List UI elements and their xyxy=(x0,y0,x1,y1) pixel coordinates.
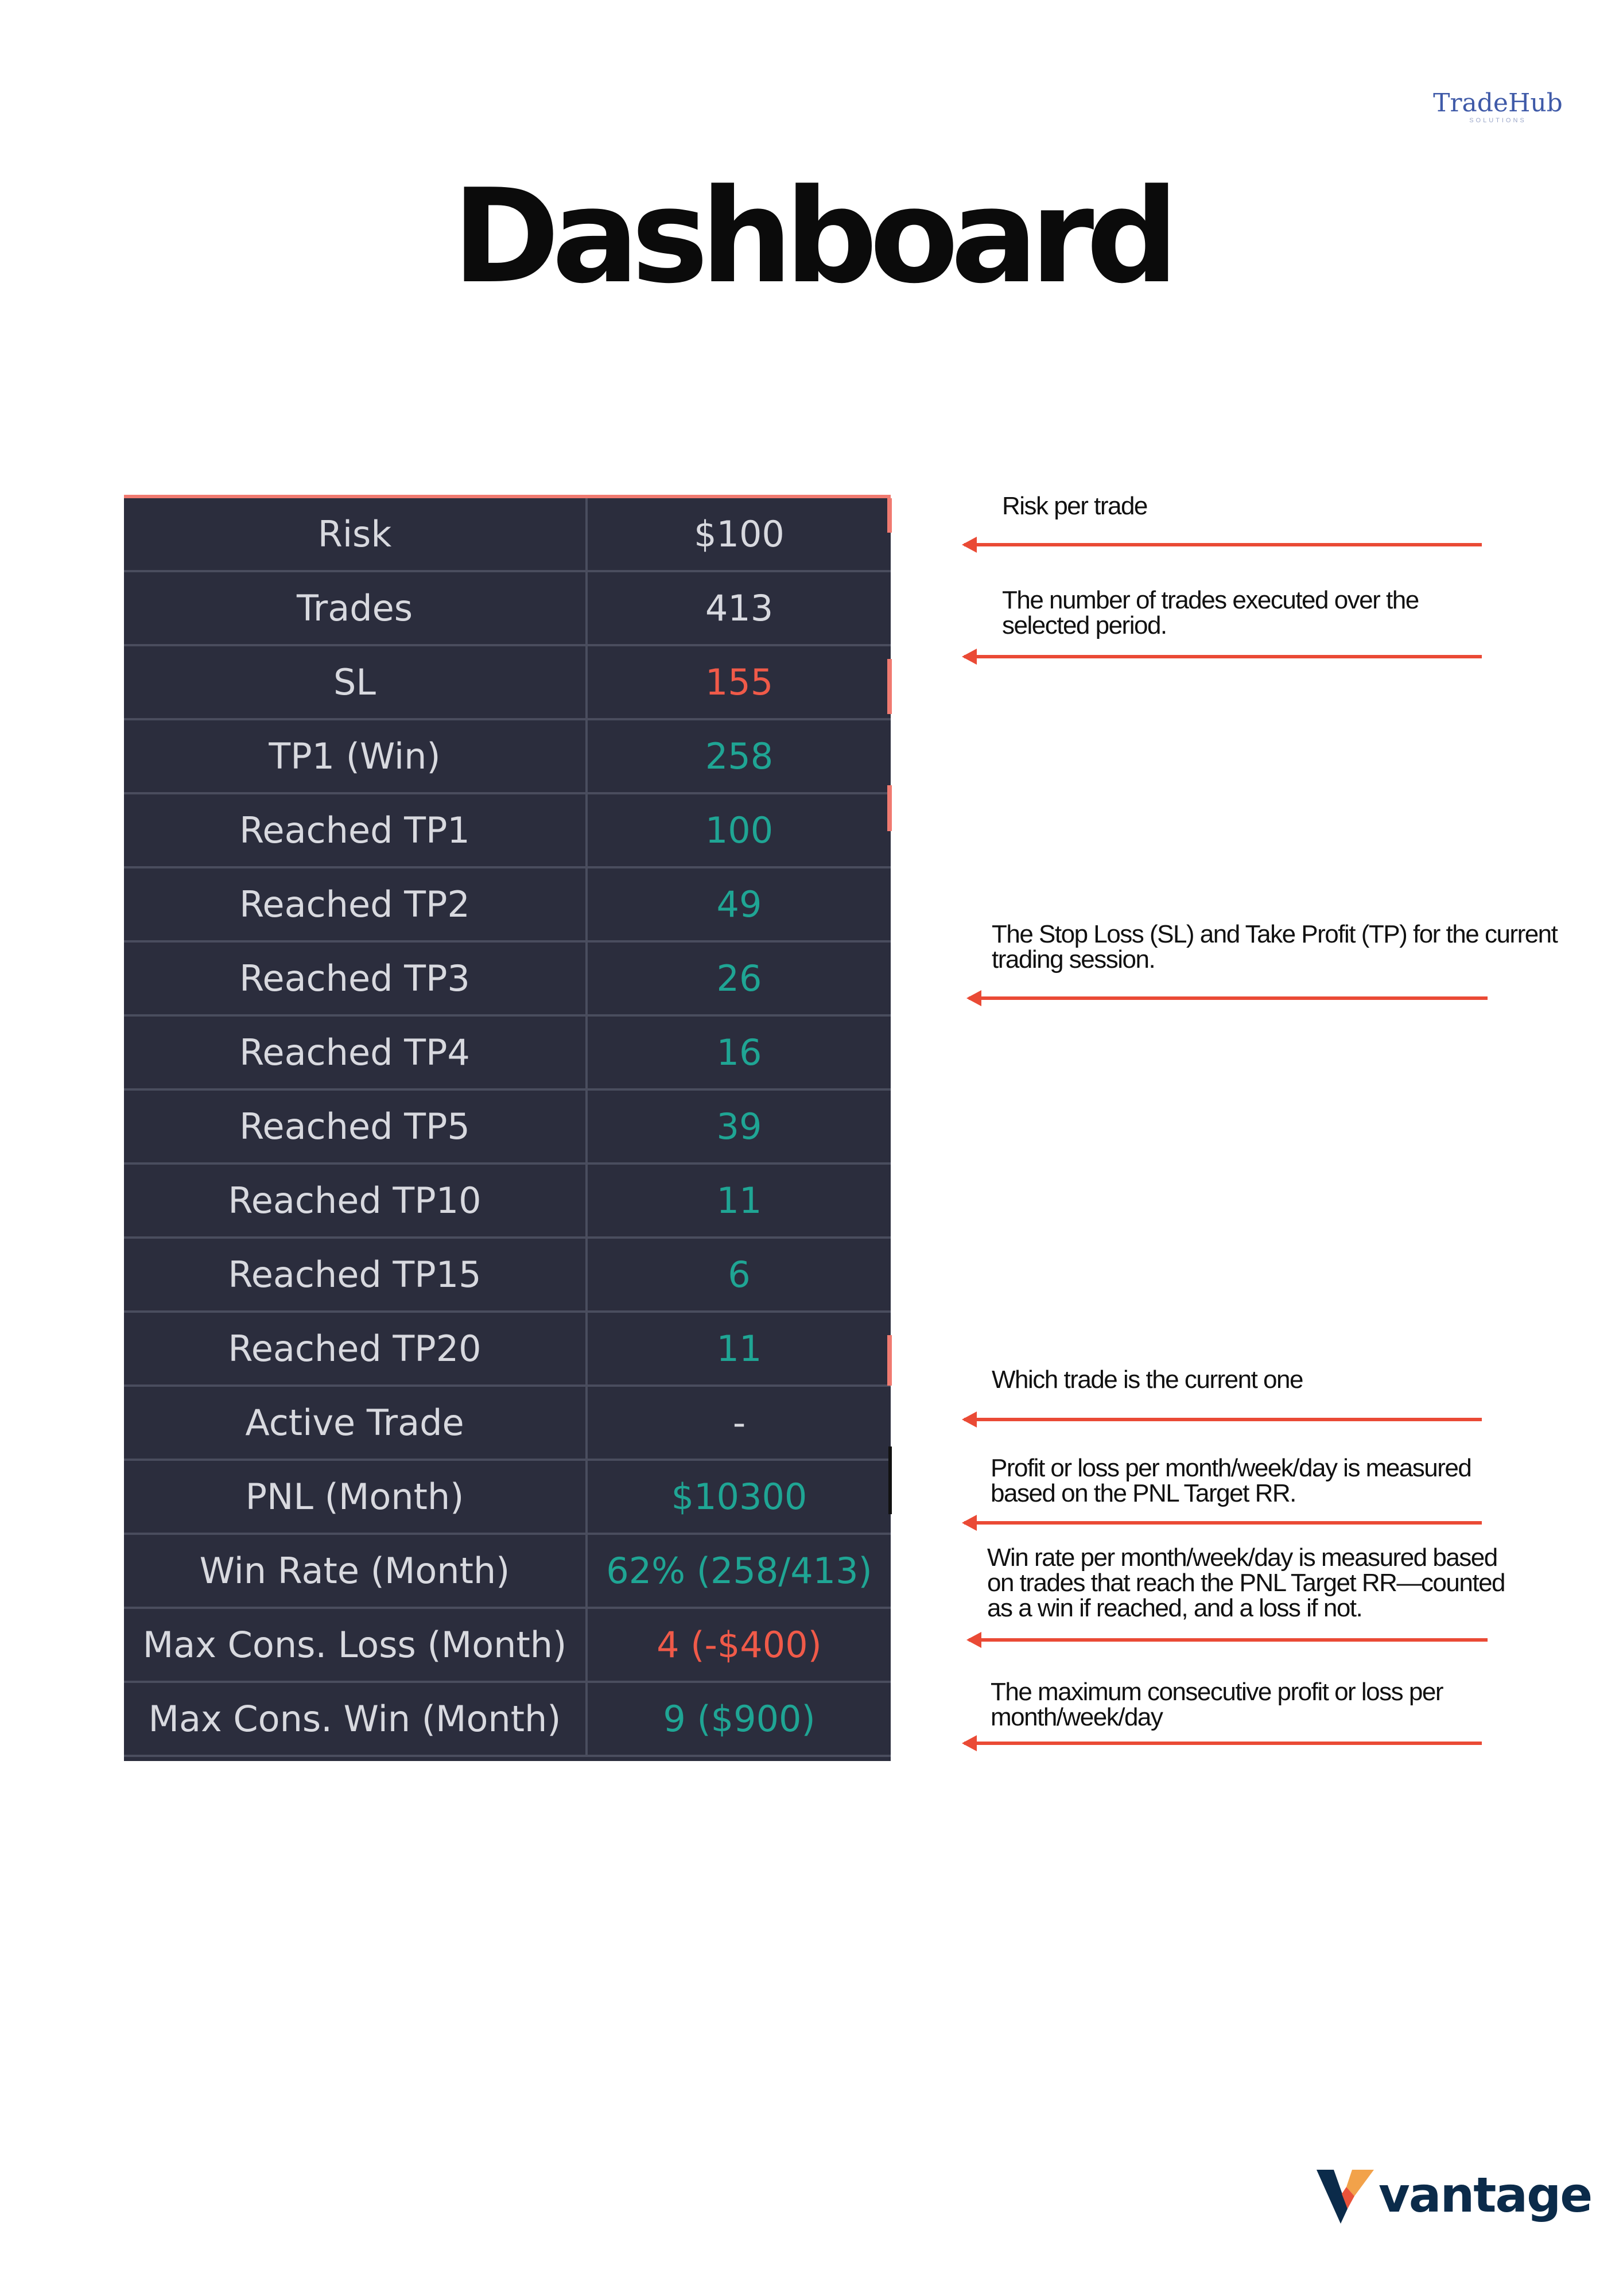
table-cell-value: 413 xyxy=(705,587,774,629)
table-cell-value: 9 ($900) xyxy=(663,1698,816,1740)
edge-highlight-mark xyxy=(887,1335,892,1386)
table-row xyxy=(124,1461,891,1535)
table-cell-label: PNL (Month) xyxy=(124,1461,588,1533)
vantage-logo xyxy=(1314,2164,1592,2233)
arrow-trades xyxy=(964,655,1482,658)
table-cell-value: 4 (-$400) xyxy=(657,1624,822,1666)
table-cell-label: Reached TP4 xyxy=(124,1017,588,1088)
arrow-active-trade xyxy=(964,1418,1482,1421)
table-cell-value: 39 xyxy=(716,1106,762,1147)
table-cell-label: Reached TP5 xyxy=(124,1091,588,1162)
table-row xyxy=(124,1239,891,1313)
table-cell-label: Reached TP10 xyxy=(124,1165,588,1236)
table-cell-label: Reached TP2 xyxy=(124,868,588,940)
table-row xyxy=(124,646,891,720)
table-row xyxy=(124,1609,891,1683)
table-cell-value: - xyxy=(732,1402,746,1444)
table-cell-value: 6 xyxy=(728,1254,751,1296)
tradehub-logo-name: TradeHub xyxy=(1433,88,1563,118)
table-row xyxy=(124,572,891,646)
table-row xyxy=(124,1165,891,1239)
table-cell-label: Reached TP1 xyxy=(124,794,588,866)
table-cell-label: Reached TP15 xyxy=(124,1239,588,1310)
table-cell-value: 258 xyxy=(705,735,774,777)
note-sl-tp: The Stop Loss (SL) and Take Profit (TP) for the current trading session. xyxy=(992,920,1558,974)
table-cell-label: Reached TP20 xyxy=(124,1313,588,1384)
table-cell-value: 16 xyxy=(716,1031,762,1073)
table-row xyxy=(124,1091,891,1165)
table-cell-label: Win Rate (Month) xyxy=(124,1535,588,1607)
arrow-risk xyxy=(964,543,1482,546)
tradehub-logo-sub: SOLUTIONS xyxy=(1469,117,1527,124)
table-row xyxy=(124,794,891,868)
vantage-logo-name: vantage xyxy=(1379,2167,1592,2223)
table-cell-label: TP1 (Win) xyxy=(124,720,588,792)
table-row xyxy=(124,868,891,943)
table-cell-value: 49 xyxy=(716,883,762,925)
table-row xyxy=(124,1387,891,1461)
note-max-cons: The maximum consecutive profit or loss per month/week/day xyxy=(991,1678,1443,1731)
table-row xyxy=(124,1017,891,1091)
edge-highlight-mark xyxy=(887,498,892,533)
vantage-v-logo-icon xyxy=(1314,2164,1377,2227)
table-cell-label: Risk xyxy=(124,498,588,570)
note-active-trade: Which trade is the current one xyxy=(992,1366,1303,1394)
table-row xyxy=(124,943,891,1017)
note-risk: Risk per trade xyxy=(1002,492,1147,520)
table-row xyxy=(124,1313,891,1387)
tradehub-logo xyxy=(1406,88,1590,124)
edge-highlight-mark xyxy=(887,785,892,831)
arrow-pnl xyxy=(964,1521,1482,1525)
table-cell-label: Trades xyxy=(124,572,588,644)
table-cell-value: 26 xyxy=(716,957,762,999)
table-cell-value: 62% (258/413) xyxy=(606,1550,872,1592)
table-cell-label: SL xyxy=(124,646,588,718)
table-cell-label: Max Cons. Win (Month) xyxy=(124,1683,588,1755)
edge-highlight-mark xyxy=(887,659,892,714)
arrow-win-rate xyxy=(969,1638,1488,1642)
table-cell-value: $10300 xyxy=(671,1476,807,1518)
table-cell-value: $100 xyxy=(694,513,785,555)
table-cell-value: 11 xyxy=(716,1328,762,1370)
table-cell-label: Max Cons. Loss (Month) xyxy=(124,1609,588,1681)
table-cell-value: 155 xyxy=(705,661,774,703)
table-cell-label: Reached TP3 xyxy=(124,943,588,1014)
table-row xyxy=(124,720,891,794)
page-title: Dashboard xyxy=(452,161,1171,312)
table-row xyxy=(124,498,891,572)
note-win-rate: Win rate per month/week/day is measured based on trades that reach the PNL Target RR—counted as a win if reached, and a loss if not. xyxy=(987,1543,1505,1622)
arrow-max-cons xyxy=(964,1742,1482,1745)
note-trades: The number of trades executed over the selected period. xyxy=(1002,586,1419,639)
table-row xyxy=(124,1683,891,1757)
stats-table xyxy=(124,495,891,1761)
arrow-sl-tp xyxy=(969,996,1488,1000)
note-pnl: Profit or loss per month/week/day is measured based on the PNL Target RR. xyxy=(991,1454,1471,1507)
table-cell-label: Active Trade xyxy=(124,1387,588,1459)
edge-dark-mark xyxy=(888,1446,892,1514)
table-cell-value: 100 xyxy=(705,809,774,851)
table-cell-value: 11 xyxy=(716,1180,762,1221)
table-row xyxy=(124,1535,891,1609)
